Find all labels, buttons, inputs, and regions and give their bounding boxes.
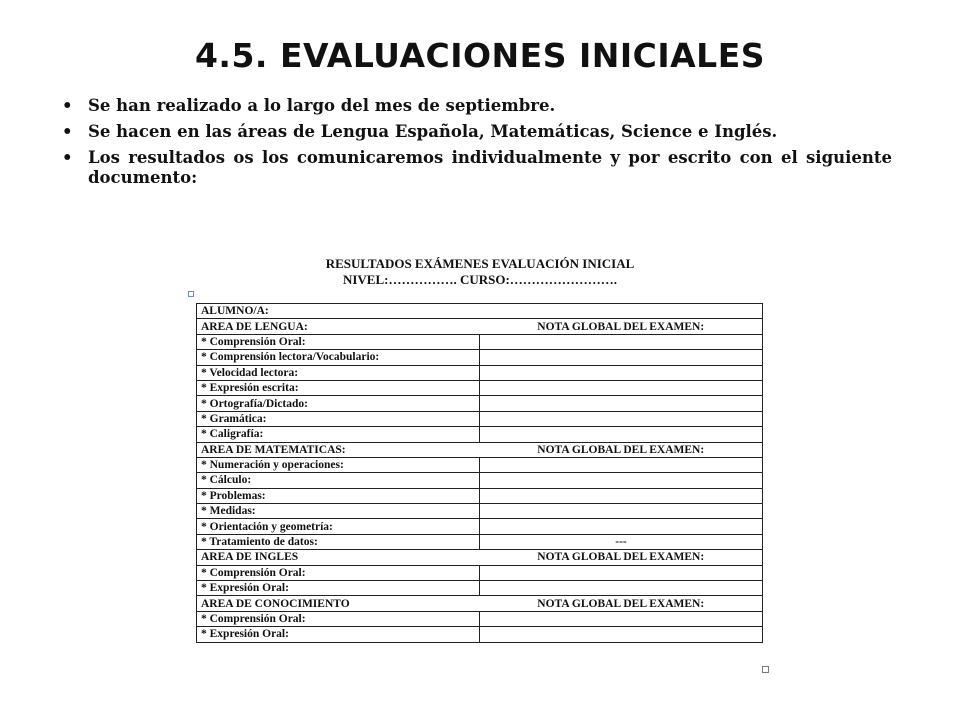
table-row [197,611,763,626]
row-label: * Expresión Oral: [197,581,480,596]
table-row-area-lengua [197,319,763,334]
document-heading-level: NIVEL:……………. CURSO:……………………. [342,272,618,287]
score-cell[interactable] [480,627,763,642]
bullet-dot: • [62,96,73,115]
row-label: * Problemas: [197,488,480,503]
table-row [197,519,763,534]
row-label: * Comprensión Oral: [197,565,480,580]
table-row-area-matematicas [197,442,763,457]
table-row [197,488,763,503]
bullet-item [62,148,892,188]
table-move-handle[interactable] [188,291,194,297]
score-cell[interactable] [480,457,763,472]
row-label: * Gramática: [197,411,480,426]
score-cell[interactable] [480,350,763,365]
bullet-dot: • [62,122,73,141]
row-label: * Velocidad lectora: [197,365,480,380]
area-matematicas-label: AREA DE MATEMATICAS: [197,442,480,457]
table-row-area-ingles [197,550,763,565]
score-cell[interactable]: --- [480,534,763,549]
bullet-item [62,122,892,142]
table-row [197,350,763,365]
table-row [197,427,763,442]
bullet-text: Se hacen en las áreas de Lengua Española, Matemáticas, Science e Inglés. [88,122,778,141]
bullet-list [62,96,892,194]
bullet-dot: • [62,148,73,167]
nota-global-label: NOTA GLOBAL DEL EXAMEN: [480,550,763,565]
table-row-area-conocimiento [197,596,763,611]
document-heading [180,256,780,288]
table-row [197,334,763,349]
row-label: * Ortografía/Dictado: [197,396,480,411]
score-cell[interactable] [480,519,763,534]
table-row [197,380,763,395]
table-row [197,534,763,549]
score-cell[interactable] [480,565,763,580]
table-row [197,581,763,596]
table-row [197,365,763,380]
score-cell[interactable] [480,473,763,488]
row-label: * Comprensión lectora/Vocabulario: [197,350,480,365]
bullet-item [62,96,892,116]
row-label: * Caligrafía: [197,427,480,442]
row-label: * Tratamiento de datos: [197,534,480,549]
area-conocimiento-label: AREA DE CONOCIMIENTO [197,596,480,611]
bullet-text: Los resultados os los comunicaremos individualmente y por escrito con el siguiente documento: [88,148,892,187]
table-row-alumno [197,304,763,319]
area-ingles-label: AREA DE INGLES [197,550,480,565]
table-resize-handle[interactable] [762,666,769,673]
table-row [197,411,763,426]
row-label: * Numeración y operaciones: [197,457,480,472]
row-label: * Expresión Oral: [197,627,480,642]
score-cell[interactable] [480,380,763,395]
results-table [196,303,763,643]
score-cell[interactable] [480,504,763,519]
row-label: * Medidas: [197,504,480,519]
score-cell[interactable] [480,427,763,442]
nota-global-label: NOTA GLOBAL DEL EXAMEN: [480,442,763,457]
row-label: * Comprensión Oral: [197,334,480,349]
table-row [197,457,763,472]
table-row [197,565,763,580]
score-cell[interactable] [480,488,763,503]
nota-global-label: NOTA GLOBAL DEL EXAMEN: [480,319,763,334]
score-cell[interactable] [480,411,763,426]
row-label: * Cálculo: [197,473,480,488]
nota-global-label: NOTA GLOBAL DEL EXAMEN: [480,596,763,611]
score-cell[interactable] [480,396,763,411]
bullet-text: Se han realizado a lo largo del mes de septiembre. [88,96,556,115]
score-cell[interactable] [480,581,763,596]
score-cell[interactable] [480,611,763,626]
table-row [197,473,763,488]
row-label: * Expresión escrita: [197,380,480,395]
slide-title: 4.5. EVALUACIONES INICIALES [194,36,766,75]
table-row [197,504,763,519]
score-cell[interactable] [480,365,763,380]
score-cell[interactable] [480,334,763,349]
row-label: * Orientación y geometría: [197,519,480,534]
row-label: * Comprensión Oral: [197,611,480,626]
table-row [197,396,763,411]
alumno-label: ALUMNO/A: [197,304,763,319]
table-row [197,627,763,642]
document-heading-title: RESULTADOS EXÁMENES EVALUACIÓN INICIAL [325,256,635,271]
area-lengua-label: AREA DE LENGUA: [197,319,480,334]
